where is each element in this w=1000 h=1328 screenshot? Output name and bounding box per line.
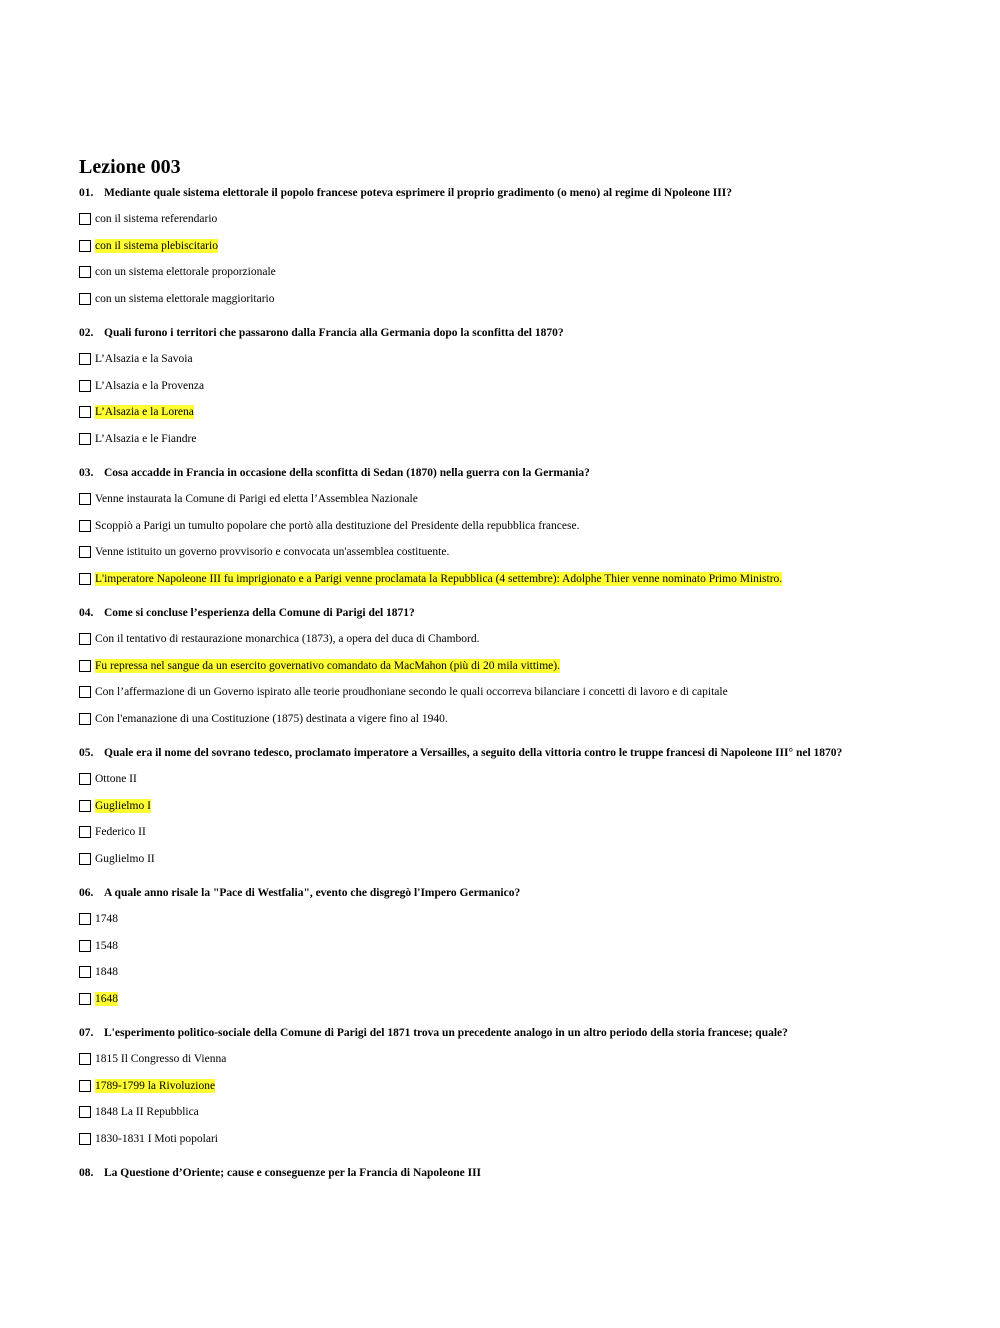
- question-label: Quale era il nome del sovrano tedesco, proclamato imperatore a Versailles, a seguito della vittoria contro le truppe francesi di Napoleone III° nel 1870?: [104, 747, 843, 759]
- answer-checkbox[interactable]: [79, 573, 91, 585]
- answer-checkbox[interactable]: [79, 1080, 91, 1092]
- question-label: Mediante quale sistema elettorale il popolo francese poteva esprimere il proprio gradimento (o meno) al regime di Npoleone III?: [104, 187, 732, 199]
- question-block: [79, 746, 979, 872]
- question-text: [79, 1026, 979, 1040]
- answer-checkbox[interactable]: [79, 940, 91, 952]
- answer-option[interactable]: [79, 986, 979, 1013]
- answer-checkbox[interactable]: [79, 660, 91, 672]
- question-number: 08.: [79, 1167, 94, 1179]
- question-block: [79, 886, 979, 1012]
- answer-option[interactable]: [79, 793, 979, 820]
- question-label: Quali furono i territori che passarono dalla Francia alla Germania dopo la sconfitta del 1870?: [104, 327, 564, 339]
- answer-option[interactable]: [79, 286, 979, 313]
- answer-checkbox[interactable]: [79, 1106, 91, 1118]
- answer-label: 1848 La II Repubblica: [95, 1106, 199, 1119]
- answer-label: Con il tentativo di restaurazione monarchica (1873), a opera del duca di Chambord.: [95, 633, 480, 646]
- answer-label: Federico II: [95, 826, 146, 839]
- question-label: Come si concluse l’esperienza della Comune di Parigi del 1871?: [104, 607, 415, 619]
- question-number: 06.: [79, 887, 94, 899]
- answer-option[interactable]: [79, 233, 979, 260]
- question-label: La Questione d’Oriente; cause e conseguenze per la Francia di Napoleone III: [104, 1167, 482, 1179]
- question-block: [79, 606, 979, 732]
- answer-option[interactable]: [79, 513, 979, 540]
- answer-checkbox[interactable]: [79, 380, 91, 392]
- answer-label: Scoppiò a Parigi un tumulto popolare che portò alla destituzione del Presidente della repubblica francese.: [95, 519, 580, 532]
- question-list: [79, 186, 979, 1180]
- answer-label: 1748: [95, 913, 118, 926]
- answer-checkbox[interactable]: [79, 1053, 91, 1065]
- answer-label: 1848: [95, 966, 118, 979]
- lesson-title: Lezione 003: [79, 156, 181, 178]
- answer-label-highlighted: Guglielmo I: [95, 799, 151, 812]
- answer-checkbox[interactable]: [79, 213, 91, 225]
- question-text: [79, 606, 979, 620]
- answer-checkbox[interactable]: [79, 240, 91, 252]
- question-label: Cosa accadde in Francia in occasione della sconfitta di Sedan (1870) nella guerra con la Germania?: [104, 467, 590, 479]
- answer-checkbox[interactable]: [79, 913, 91, 925]
- answer-label: Con l’affermazione di un Governo ispirato alle teorie proudhoniane secondo le quali occorreva bilanciare i concetti di lavoro e di capitale: [95, 686, 728, 699]
- question-block: [79, 1026, 979, 1152]
- question-text: [79, 186, 979, 200]
- answer-label: 1830-1831 I Moti popolari: [95, 1132, 218, 1145]
- question-number: 05.: [79, 747, 94, 759]
- question-text: [79, 886, 979, 900]
- question-text: [79, 1166, 979, 1180]
- question-block: [79, 326, 979, 452]
- question-number: 02.: [79, 327, 94, 339]
- answer-option[interactable]: [79, 626, 979, 653]
- answer-checkbox[interactable]: [79, 993, 91, 1005]
- answer-option[interactable]: [79, 766, 979, 793]
- answer-option[interactable]: [79, 373, 979, 400]
- answer-label-highlighted: L'imperatore Napoleone III fu imprigionato e a Parigi venne proclamata la Repubblica (4 settembre): Adolphe Thier venne nominato Primo Ministro.: [95, 572, 783, 585]
- answer-checkbox[interactable]: [79, 493, 91, 505]
- answer-option[interactable]: [79, 539, 979, 566]
- answer-option[interactable]: [79, 679, 979, 706]
- answer-label: con il sistema referendario: [95, 213, 218, 226]
- answer-option[interactable]: [79, 959, 979, 986]
- answer-checkbox[interactable]: [79, 1133, 91, 1145]
- answer-checkbox[interactable]: [79, 546, 91, 558]
- answer-label-highlighted: Fu repressa nel sangue da un esercito governativo comandato da MacMahon (più di 20 mila vittime).: [95, 659, 560, 672]
- question-block: [79, 466, 979, 592]
- answer-checkbox[interactable]: [79, 826, 91, 838]
- answer-option[interactable]: [79, 566, 979, 593]
- answer-label: Venne istituito un governo provvisorio e convocata un'assemblea costituente.: [95, 546, 450, 559]
- answer-checkbox[interactable]: [79, 966, 91, 978]
- answer-option[interactable]: [79, 706, 979, 733]
- answer-label: Venne instaurata la Comune di Parigi ed eletta l’Assemblea Nazionale: [95, 493, 418, 506]
- answer-checkbox[interactable]: [79, 686, 91, 698]
- answer-option[interactable]: [79, 259, 979, 286]
- answer-checkbox[interactable]: [79, 633, 91, 645]
- question-label: L'esperimento politico-sociale della Comune di Parigi del 1871 trova un precedente analogo in un altro periodo della storia francese; quale?: [104, 1027, 788, 1039]
- answer-label: L’Alsazia e la Provenza: [95, 379, 205, 392]
- answer-option[interactable]: [79, 819, 979, 846]
- answer-checkbox[interactable]: [79, 406, 91, 418]
- answer-label: Ottone II: [95, 773, 137, 786]
- question-block: [79, 186, 979, 312]
- answer-label-highlighted: con il sistema plebiscitario: [95, 239, 218, 252]
- question-text: [79, 326, 979, 340]
- answer-option[interactable]: [79, 1126, 979, 1153]
- answer-option[interactable]: [79, 206, 979, 233]
- question-label: A quale anno risale la "Pace di Westfalia", evento che disgregò l'Impero Germanico?: [104, 887, 521, 899]
- answer-label: 1548: [95, 939, 118, 952]
- answer-checkbox[interactable]: [79, 853, 91, 865]
- answer-label: L’Alsazia e le Fiandre: [95, 432, 197, 445]
- answer-label-highlighted: L’Alsazia e la Lorena: [95, 406, 194, 419]
- answer-label: L’Alsazia e la Savoia: [95, 353, 193, 366]
- answer-checkbox[interactable]: [79, 713, 91, 725]
- question-text: [79, 746, 979, 760]
- answer-option[interactable]: [79, 933, 979, 960]
- question-block: [79, 1166, 979, 1180]
- answer-option[interactable]: [79, 1099, 979, 1126]
- answer-checkbox[interactable]: [79, 353, 91, 365]
- answer-label: con un sistema elettorale maggioritario: [95, 292, 275, 305]
- answer-checkbox[interactable]: [79, 773, 91, 785]
- answer-label-highlighted: 1789-1799 la Rivoluzione: [95, 1079, 216, 1092]
- answer-option[interactable]: [79, 1073, 979, 1100]
- answer-label: 1815 Il Congresso di Vienna: [95, 1053, 227, 1066]
- question-text: [79, 466, 979, 480]
- answer-checkbox[interactable]: [79, 266, 91, 278]
- question-number: 04.: [79, 607, 94, 619]
- answer-checkbox[interactable]: [79, 800, 91, 812]
- answer-checkbox[interactable]: [79, 520, 91, 532]
- question-number: 07.: [79, 1027, 94, 1039]
- answer-option[interactable]: [79, 906, 979, 933]
- answer-option[interactable]: [79, 346, 979, 373]
- document-page: [79, 155, 979, 1194]
- answer-option[interactable]: [79, 426, 979, 453]
- question-number: 03.: [79, 467, 94, 479]
- answer-label-highlighted: 1648: [95, 992, 118, 1005]
- answer-option[interactable]: [79, 486, 979, 513]
- answer-label: Con l'emanazione di una Costituzione (1875) destinata a vigere fino al 1940.: [95, 712, 448, 725]
- answer-label: Guglielmo II: [95, 852, 155, 865]
- answer-label: con un sistema elettorale proporzionale: [95, 266, 276, 279]
- question-number: 01.: [79, 187, 94, 199]
- answer-option[interactable]: [79, 399, 979, 426]
- answer-option[interactable]: [79, 846, 979, 873]
- answer-checkbox[interactable]: [79, 433, 91, 445]
- answer-checkbox[interactable]: [79, 293, 91, 305]
- answer-option[interactable]: [79, 653, 979, 680]
- answer-option[interactable]: [79, 1046, 979, 1073]
